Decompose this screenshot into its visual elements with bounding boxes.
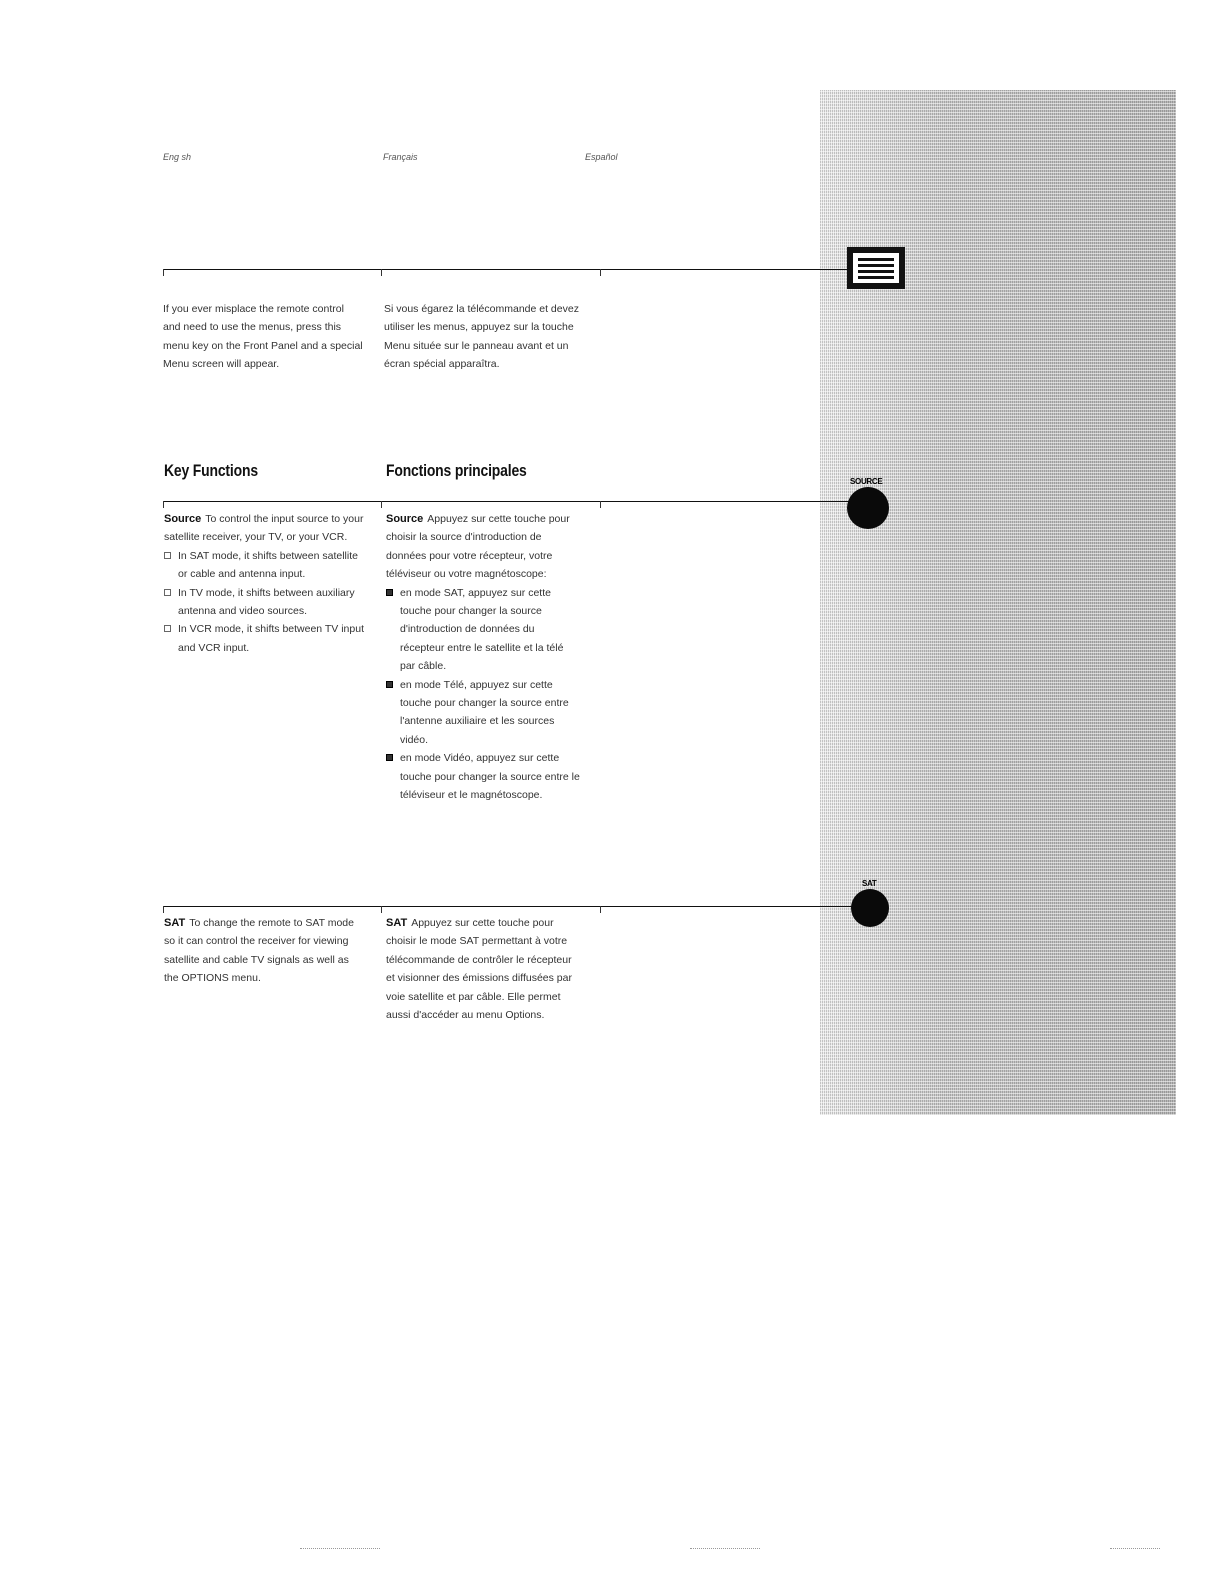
language-label-spanish: Español [585, 152, 618, 162]
source-text-english [164, 510, 364, 657]
divider-menu [163, 269, 853, 270]
divider-tick [163, 906, 164, 913]
scan-mark [1110, 1548, 1160, 1551]
list-item: en mode SAT, appuyez sur cette touche pour changer la source d'introduction de données du récepteur entre le satellite et la télé par câble. [386, 584, 581, 676]
scan-mark [690, 1548, 760, 1551]
menu-key-icon [847, 247, 905, 289]
bullet-3-icon [386, 754, 393, 761]
source-text-french [386, 510, 581, 805]
sat-key-name: SAT [164, 917, 186, 929]
divider-tick [163, 269, 164, 276]
source-intro-english: Source To control the input source to your satellite receiver, your TV, or your VCR. [164, 513, 364, 544]
sat-key-label: SAT [862, 879, 877, 888]
scan-mark [300, 1548, 380, 1551]
source-key-name: Source [386, 513, 424, 525]
sat-text-french: SAT Appuyez sur cette touche pour choisir le mode SAT permettant à votre télécommande de contrôler le récepteur et visionner des émissions diffusées par voie satellite et par câble. Elle permet aussi d'accéder au menu Options. [386, 917, 572, 1022]
source-key-icon [847, 487, 889, 529]
divider-tick [163, 501, 164, 508]
bullet-1-icon [386, 589, 393, 596]
sat-key-icon [851, 889, 889, 927]
source-key-name: Source [164, 513, 202, 525]
bullet-2-icon [164, 589, 171, 596]
divider-sat [163, 906, 853, 907]
bullet-2-icon [386, 681, 393, 688]
source-list-french [386, 584, 581, 805]
language-label-english: Eng sh [163, 152, 192, 162]
textured-side-strip [820, 90, 1176, 1115]
sat-text-english: SAT To change the remote to SAT mode so it can control the receiver for viewing satellite and cable TV signals as well as the OPTIONS menu. [164, 917, 354, 985]
divider-source [163, 501, 853, 502]
source-key-label: SOURCE [850, 477, 883, 486]
divider-tick [381, 501, 382, 508]
divider-tick [600, 501, 601, 508]
source-list-english [164, 547, 364, 657]
heading-key-functions: Key Functions [164, 461, 258, 480]
divider-tick [381, 269, 382, 276]
divider-tick [600, 906, 601, 913]
source-intro-french: Source Appuyez sur cette touche pour choisir la source d'introduction de données pour votre récepteur, votre téléviseur ou votre magnétoscope: [386, 513, 570, 581]
bullet-3-icon [164, 625, 171, 632]
list-item: In SAT mode, it shifts between satellite or cable and antenna input. [164, 547, 364, 584]
list-item: In VCR mode, it shifts between TV input and VCR input. [164, 620, 364, 657]
list-item: en mode Télé, appuyez sur cette touche pour changer la source entre l'antenne auxiliaire et les sources vidéo. [386, 676, 581, 750]
menu-text-english: If you ever misplace the remote control and need to use the menus, press this menu key on the Front Panel and a special Menu screen will appear. [163, 303, 363, 371]
list-item: en mode Vidéo, appuyez sur cette touche pour changer la source entre le téléviseur et le magnétoscope. [386, 749, 581, 804]
divider-tick [381, 906, 382, 913]
language-label-french: Français [383, 152, 418, 162]
list-item: In TV mode, it shifts between auxiliary antenna and video sources. [164, 584, 364, 621]
heading-fonctions-principales: Fonctions principales [386, 461, 527, 480]
bullet-1-icon [164, 552, 171, 559]
menu-text-french: Si vous égarez la télécommande et devez utiliser les menus, appuyez sur la touche Menu située sur le panneau avant et un écran spécial apparaîtra. [384, 303, 579, 371]
divider-tick [600, 269, 601, 276]
sat-key-name: SAT [386, 917, 408, 929]
